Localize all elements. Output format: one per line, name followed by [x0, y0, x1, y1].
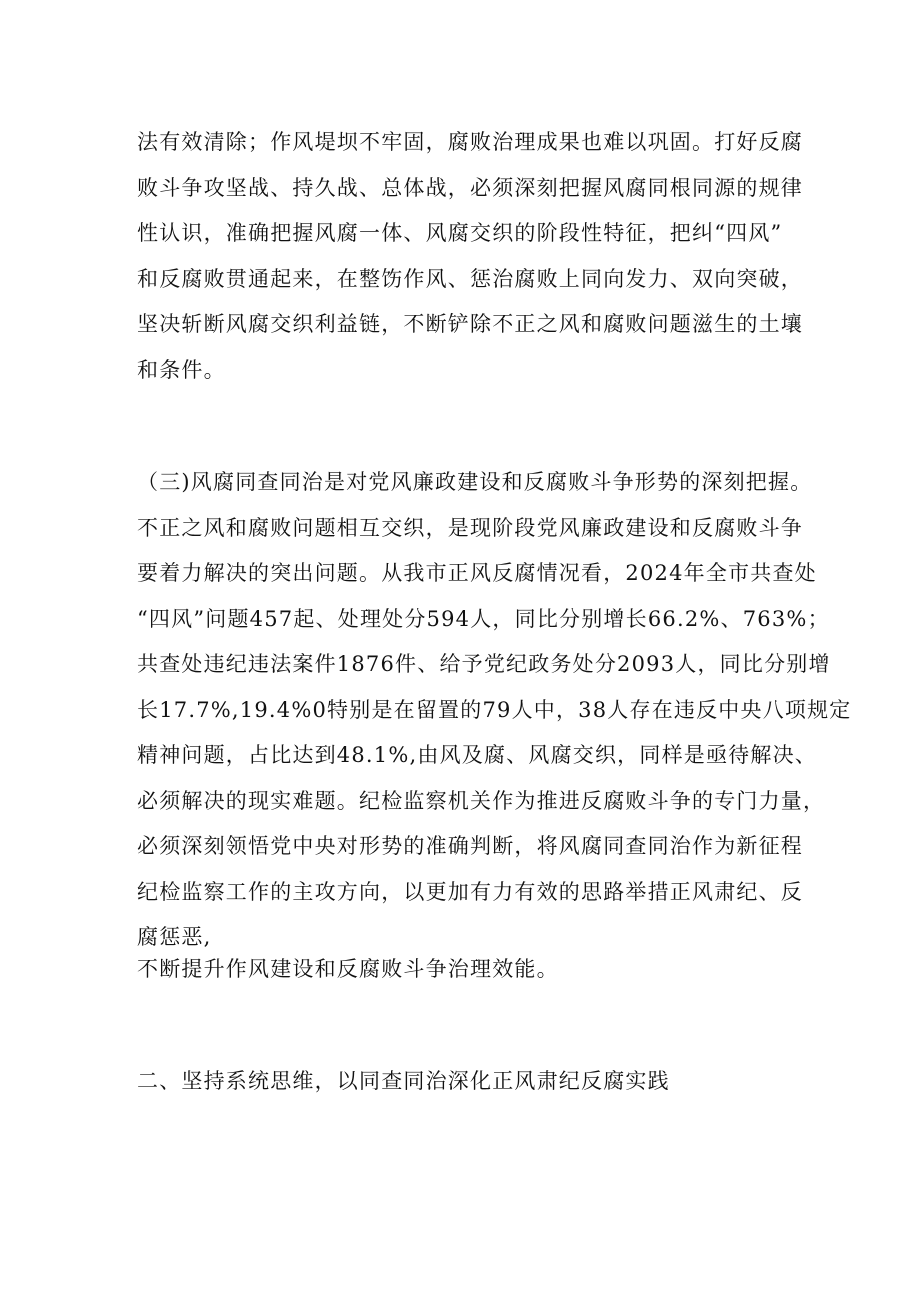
paragraph-line: 败斗争攻坚战、持久战、总体战，必须深刻把握风腐同根同源的规律	[137, 175, 803, 200]
paragraph-line: 精神问题，占比达到48.1%,由风及腐、风腐交织，同样是亟待解决、	[137, 743, 817, 767]
paragraph-line: （三)风腐同查同治是对党风廉政建设和反腐败斗争形势的深刻把握。	[137, 470, 813, 494]
paragraph-line: 不正之风和腐败问题相互交织，是现阶段党风廉政建设和反腐败斗争	[137, 515, 803, 540]
paragraph-line: 共查处违纪违法案件1876件、给予党纪政务处分2093人，同比分别增	[137, 652, 831, 676]
paragraph-line: 和反腐败贯通起来，在整饬作风、惩治腐败上同向发力、双向突破，	[137, 266, 803, 291]
paragraph-1	[137, 126, 803, 399]
paragraph-line: 和条件。	[137, 357, 226, 382]
paragraph-line: 性认识，准确把握风腐一体、风腐交织的阶段性特征，把纠“四风”	[137, 221, 783, 245]
paragraph-line: 不断提升作风建设和反腐败斗争治理效能。	[137, 957, 559, 981]
paragraph-line: 必须深刻领悟党中央对形势的准确判断，将风腐同查同治作为新征程	[137, 834, 803, 858]
paragraph-2	[137, 466, 852, 999]
paragraph-line: 法有效清除；作风堤坝不牢固，腐败治理成果也难以巩固。打好反腐	[137, 130, 803, 154]
paragraph-line: 要着力解决的突出问题。从我市正风反腐情况看，2024年全市共查处	[137, 561, 817, 585]
paragraph-line: 纪检监察工作的主攻方向，以更加有力有效的思路举措正风肃纪、反	[137, 879, 803, 904]
paragraph-line: 长17.7%,19.4%0特别是在留置的79人中，38人存在违反中央八项规定	[137, 697, 852, 722]
paragraph-line: “四风”问题457起、处理处分594人，同比分别增长66.2%、763%；	[137, 606, 830, 631]
paragraph-line: 腐惩恶,	[137, 925, 212, 949]
paragraph-line: 必须解决的现实难题。纪检监察机关作为推进反腐败斗争的专门力量，	[137, 788, 826, 813]
section-heading: 二、坚持系统思维，以同查同治深化正风肃纪反腐实践	[137, 1069, 670, 1093]
paragraph-line: 坚决斩断风腐交织利益链，不断铲除不正之风和腐败问题滋生的土壤	[137, 312, 803, 336]
